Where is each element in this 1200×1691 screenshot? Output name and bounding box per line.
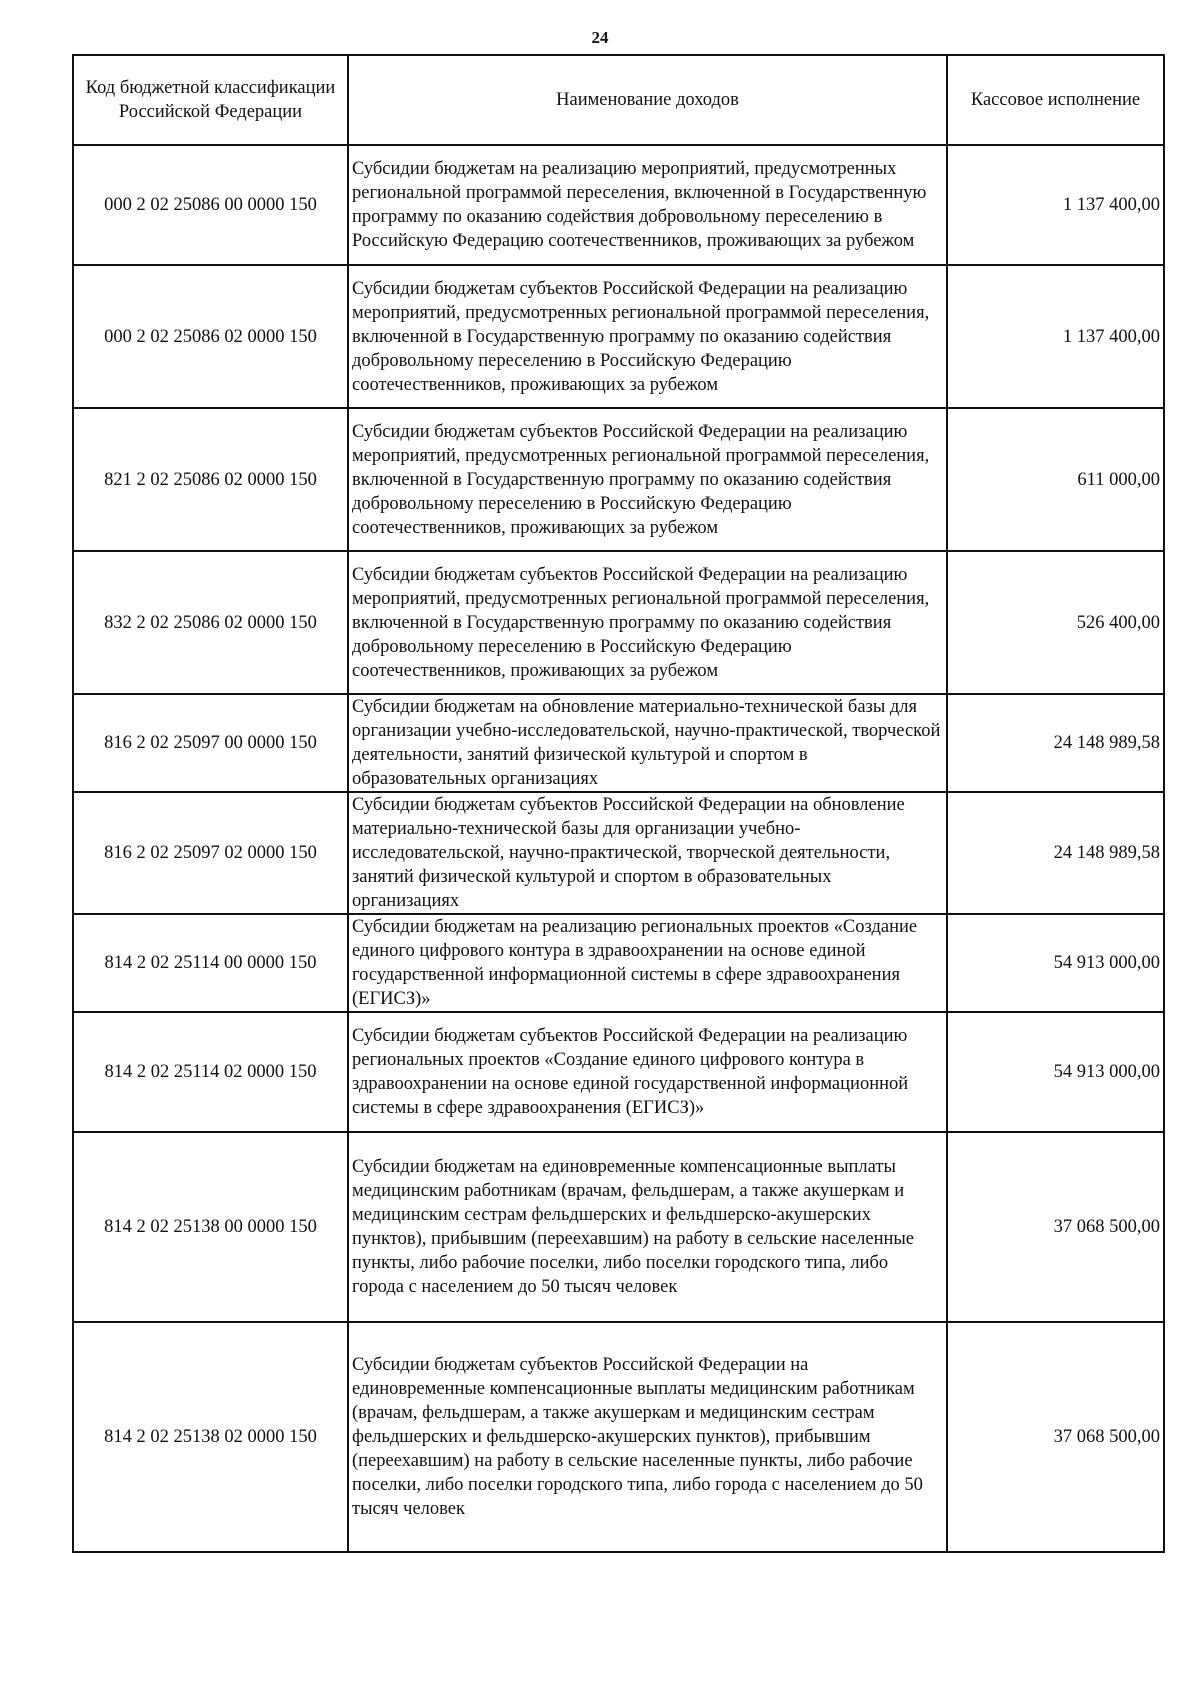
budget-code-cell: 816 2 02 25097 00 0000 150 bbox=[73, 694, 348, 792]
amount-cell: 611 000,00 bbox=[947, 408, 1164, 551]
amount-cell: 37 068 500,00 bbox=[947, 1322, 1164, 1552]
revenue-name-cell: Субсидии бюджетам субъектов Российской Федерации на единовременные компенсационные выплаты медицинским работникам (врачам, фельдшерам, а также акушеркам и медицинским сестрам фельдшерских и фельдшерско-акушерских пунктов), прибывшим (переехавшим) на работу в сельские населенные пункты, либо рабочие поселки, либо поселки городского типа, либо города с населением до 50 тысяч человек bbox=[348, 1322, 947, 1552]
amount-cell: 1 137 400,00 bbox=[947, 145, 1164, 265]
table-row bbox=[73, 694, 1164, 792]
revenue-name-cell: Субсидии бюджетам на единовременные компенсационные выплаты медицинским работникам (врачам, фельдшерам, а также акушеркам и медицинским сестрам фельдшерских и фельдшерско-акушерских пунктов), прибывшим (переехавшим) на работу в сельские населенные пункты, либо рабочие поселки, либо поселки городского типа, либо города с населением до 50 тысяч человек bbox=[348, 1132, 947, 1322]
header-revenue-name: Наименование доходов bbox=[348, 55, 947, 145]
table-row bbox=[73, 1322, 1164, 1552]
table-row bbox=[73, 408, 1164, 551]
revenue-name-cell: Субсидии бюджетам на обновление материально-технической базы для организации учебно-исследовательской, научно-практической, творческой деятельности, занятий физической культурой и спортом в образовательных организациях bbox=[348, 694, 947, 792]
table-row bbox=[73, 1012, 1164, 1132]
table-row bbox=[73, 265, 1164, 408]
table-row bbox=[73, 551, 1164, 694]
revenue-name-cell: Субсидии бюджетам субъектов Российской Федерации на реализацию мероприятий, предусмотренных региональной программой переселения, включенной в Государственную программу по оказанию содействия добровольному переселению в Российскую Федерацию соотечественников, проживающих за рубежом bbox=[348, 551, 947, 694]
amount-cell: 1 137 400,00 bbox=[947, 265, 1164, 408]
budget-code-cell: 000 2 02 25086 02 0000 150 bbox=[73, 265, 348, 408]
budget-code-cell: 814 2 02 25138 00 0000 150 bbox=[73, 1132, 348, 1322]
revenue-name-cell: Субсидии бюджетам на реализацию мероприятий, предусмотренных региональной программой переселения, включенной в Государственную программу по оказанию содействия добровольному переселению в Российскую Федерацию соотечественников, проживающих за рубежом bbox=[348, 145, 947, 265]
amount-cell: 54 913 000,00 bbox=[947, 914, 1164, 1012]
table-row bbox=[73, 792, 1164, 914]
amount-cell: 526 400,00 bbox=[947, 551, 1164, 694]
revenue-name-cell: Субсидии бюджетам на реализацию региональных проектов «Создание единого цифрового контура в здравоохранении на основе единой государственной информационной системы в сфере здравоохранения (ЕГИСЗ)» bbox=[348, 914, 947, 1012]
page-number: 24 bbox=[591, 28, 609, 47]
budget-code-cell: 832 2 02 25086 02 0000 150 bbox=[73, 551, 348, 694]
revenue-name-cell: Субсидии бюджетам субъектов Российской Федерации на обновление материально-технической базы для организации учебно-исследовательской, научно-практической, творческой деятельности, занятий физической культурой и спортом в образовательных организациях bbox=[348, 792, 947, 914]
table-header-row bbox=[73, 55, 1164, 145]
header-cash-execution: Кассовое исполнение bbox=[947, 55, 1164, 145]
amount-cell: 24 148 989,58 bbox=[947, 792, 1164, 914]
table-row bbox=[73, 914, 1164, 1012]
revenue-name-cell: Субсидии бюджетам субъектов Российской Федерации на реализацию региональных проектов «Создание единого цифрового контура в здравоохранении на основе единой государственной информационной системы в сфере здравоохранения (ЕГИСЗ)» bbox=[348, 1012, 947, 1132]
budget-code-cell: 000 2 02 25086 00 0000 150 bbox=[73, 145, 348, 265]
revenue-name-cell: Субсидии бюджетам субъектов Российской Федерации на реализацию мероприятий, предусмотренных региональной программой переселения, включенной в Государственную программу по оказанию содействия добровольному переселению в Российскую Федерацию соотечественников, проживающих за рубежом bbox=[348, 265, 947, 408]
budget-code-cell: 814 2 02 25138 02 0000 150 bbox=[73, 1322, 348, 1552]
revenue-table bbox=[72, 54, 1165, 1553]
budget-code-cell: 814 2 02 25114 02 0000 150 bbox=[73, 1012, 348, 1132]
amount-cell: 54 913 000,00 bbox=[947, 1012, 1164, 1132]
table-row bbox=[73, 1132, 1164, 1322]
budget-code-cell: 814 2 02 25114 00 0000 150 bbox=[73, 914, 348, 1012]
budget-code-cell: 821 2 02 25086 02 0000 150 bbox=[73, 408, 348, 551]
budget-code-cell: 816 2 02 25097 02 0000 150 bbox=[73, 792, 348, 914]
table-row bbox=[73, 145, 1164, 265]
amount-cell: 24 148 989,58 bbox=[947, 694, 1164, 792]
revenue-name-cell: Субсидии бюджетам субъектов Российской Федерации на реализацию мероприятий, предусмотренных региональной программой переселения, включенной в Государственную программу по оказанию содействия добровольному переселению в Российскую Федерацию соотечественников, проживающих за рубежом bbox=[348, 408, 947, 551]
amount-cell: 37 068 500,00 bbox=[947, 1132, 1164, 1322]
header-budget-code: Код бюджетной классификации Российской Федерации bbox=[73, 55, 348, 145]
